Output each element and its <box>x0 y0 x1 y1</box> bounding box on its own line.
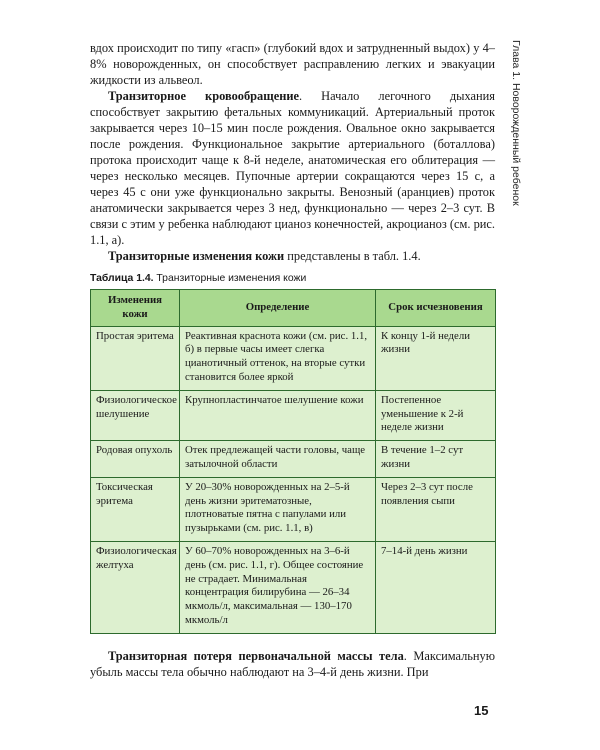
cell-change: Физиологическое шелушение <box>91 390 180 440</box>
cell-term: В течение 1–2 сут жизни <box>376 441 496 478</box>
cell-change: Токсическая эритема <box>91 477 180 541</box>
cell-definition: Отек предлежащей части головы, чаще затылочной области <box>180 441 376 478</box>
paragraph-skin-text: представлены в табл. 1.4. <box>284 249 421 263</box>
skin-changes-table <box>90 289 496 634</box>
cell-definition: Крупнопластинчатое шелушение кожи <box>180 390 376 440</box>
table-header-row <box>91 290 496 327</box>
page-number: 15 <box>474 703 489 718</box>
heading-skin: Транзиторные изменения кожи <box>108 249 285 263</box>
table-caption <box>90 273 495 284</box>
paragraph-circulation-text: . Начало легочного дыхания способствует закрытию фетальных коммуникаций. Артериальный проток закрывается через 10–15 мин после рождения. Овальное окно закрывается после рождения. Функциональное закрытие артериального (боталлова) протока происходит чаще к 8-й неделе, анатомическая его облитерация — через несколько месяцев. Пупочные артерии сокращаются через 15 с, а через 45 с они уже функционально закрыты. Венозный (аранциев) проток анатомически закрывается через 3 нед, функционально — через 2–3 сут. В связи с этим у ребенка наблюдают цианоз конечностей, акроцианоз (см. рис. 1.1, а). <box>90 89 495 247</box>
paragraph-weight-loss-text: . Максимальную убыль массы тела обычно наблюдают на 3–4-й день жизни. При <box>90 648 495 679</box>
table-caption-label: Таблица 1.4. <box>90 273 154 284</box>
cell-change: Родовая опухоль <box>91 441 180 478</box>
cell-definition: У 20–30% новорожденных на 2–5-й день жизни эритематозные, плотноватые пятна с папулами или пузырьками (см. рис. 1.1, в) <box>180 477 376 541</box>
paragraph-weight-loss <box>90 648 495 680</box>
chapter-side-header: Глава 1. Новорожденный ребенок <box>510 40 522 206</box>
table-row <box>91 326 496 390</box>
table-row <box>91 541 496 633</box>
table-row <box>91 441 496 478</box>
cell-definition: Реактивная краснота кожи (см. рис. 1.1, б) в первые часы имеет слегка цианотичный оттенок, на вторые сутки становится более яркой <box>180 326 376 390</box>
heading-circulation: Транзиторное кровообращение <box>108 89 299 103</box>
header-definition: Определение <box>180 290 376 327</box>
cell-change: Физиологическая желтуха <box>91 541 180 633</box>
cell-change: Простая эритема <box>91 326 180 390</box>
header-skin-changes: Изменения кожи <box>91 290 180 327</box>
page-content <box>90 40 495 680</box>
paragraph-breathing: вдох происходит по типу «гасп» (глубокий вдох и затрудненный выдох) у 4–8% новорожденных, он способствует расправлению легких и эвакуации жидкости из альвеол. <box>90 41 495 87</box>
cell-term: 7–14-й день жизни <box>376 541 496 633</box>
header-disappearance-time: Срок исчезновения <box>376 290 496 327</box>
table-row <box>91 390 496 440</box>
cell-term: Через 2–3 сут после появления сыпи <box>376 477 496 541</box>
cell-term: Постепенное уменьшение к 2-й неделе жизни <box>376 390 496 440</box>
cell-term: К концу 1-й недели жизни <box>376 326 496 390</box>
table-caption-text: Транзиторные изменения кожи <box>153 273 307 284</box>
cell-definition: У 60–70% новорожденных на 3–6-й день (см. рис. 1.1, г). Общее состояние не страдает. Минимальная концентрация билирубина — 26–34 мкмоль/л, максимальная — 130–170 мкмоль/л <box>180 541 376 633</box>
heading-weight-loss: Транзиторная потеря первоначальной массы тела <box>108 648 404 663</box>
paragraph-circulation <box>90 88 495 248</box>
paragraph-skin <box>90 248 495 264</box>
table-row <box>91 477 496 541</box>
